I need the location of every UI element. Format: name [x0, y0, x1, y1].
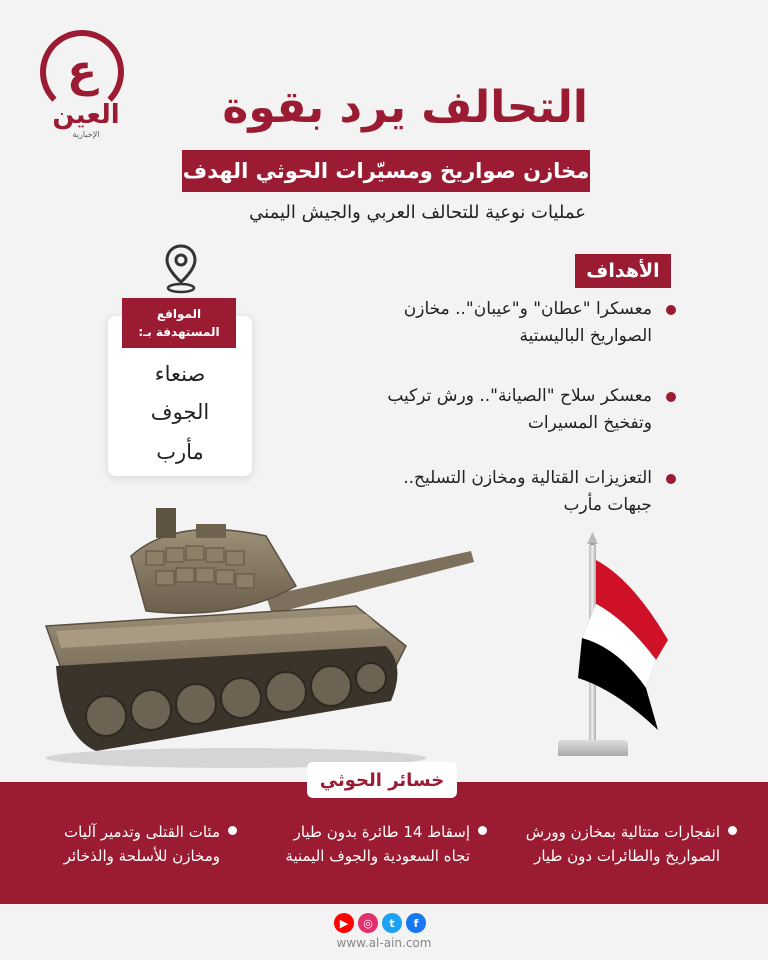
bullet-icon [728, 826, 737, 835]
locations-label-line2: المستهدفة بـ: [138, 325, 220, 339]
bullet-icon [228, 826, 237, 835]
facebook-icon[interactable]: f [406, 913, 426, 933]
youtube-icon[interactable]: ▶ [334, 913, 354, 933]
losses-title: خسائر الحوثي [307, 762, 457, 798]
location-pin-icon [164, 244, 198, 294]
brand-subtitle: الإخبارية [72, 130, 100, 139]
location-item: الجوف [150, 400, 210, 424]
location-item: صنعاء [154, 362, 206, 386]
yemen-flag [578, 560, 670, 732]
bullet-icon [666, 474, 676, 484]
tank-illustration [36, 496, 476, 776]
website-link[interactable]: www.al-ain.com [336, 936, 432, 950]
tagline: عمليات نوعية للتحالف العربي والجيش اليمني [249, 202, 586, 223]
page-title: التحالف يرد بقوة [222, 82, 588, 133]
goal-item: معسكرا "عطان" و"عيبان".. مخازن الصواريخ الباليستية [403, 299, 652, 346]
brand-name: العين [52, 100, 120, 130]
bullet-icon [666, 392, 676, 402]
locations-label-line1: المواقع [156, 307, 202, 321]
logo-glyph: ع [66, 46, 98, 97]
locations-label [122, 298, 236, 348]
instagram-icon[interactable]: ◎ [358, 913, 378, 933]
twitter-icon[interactable]: t [382, 913, 402, 933]
flag-base [558, 740, 628, 756]
headline-bar: مخازن صواريخ ومسيّرات الحوثي الهدف [182, 150, 590, 192]
location-item: مأرب [156, 440, 204, 464]
loss-item: انفجارات متتالية بمخازن وورش الصواريخ والطائرات دون طيار [525, 823, 720, 865]
bullet-icon [666, 305, 676, 315]
goal-item: التعزيزات القتالية ومخازن التسليح.. جبهات مأرب [403, 468, 652, 515]
goal-item: معسكر سلاح "الصيانة".. ورش تركيب وتفخيخ المسيرات [387, 386, 652, 433]
loss-item: مئات القتلى وتدمير آليات ومخازن للأسلحة والذخائر [63, 823, 220, 865]
bullet-icon [478, 826, 487, 835]
loss-item: إسقاط 14 طائرة بدون طيار تجاه السعودية والجوف اليمنية [285, 823, 470, 865]
goals-title: الأهداف [575, 254, 671, 288]
